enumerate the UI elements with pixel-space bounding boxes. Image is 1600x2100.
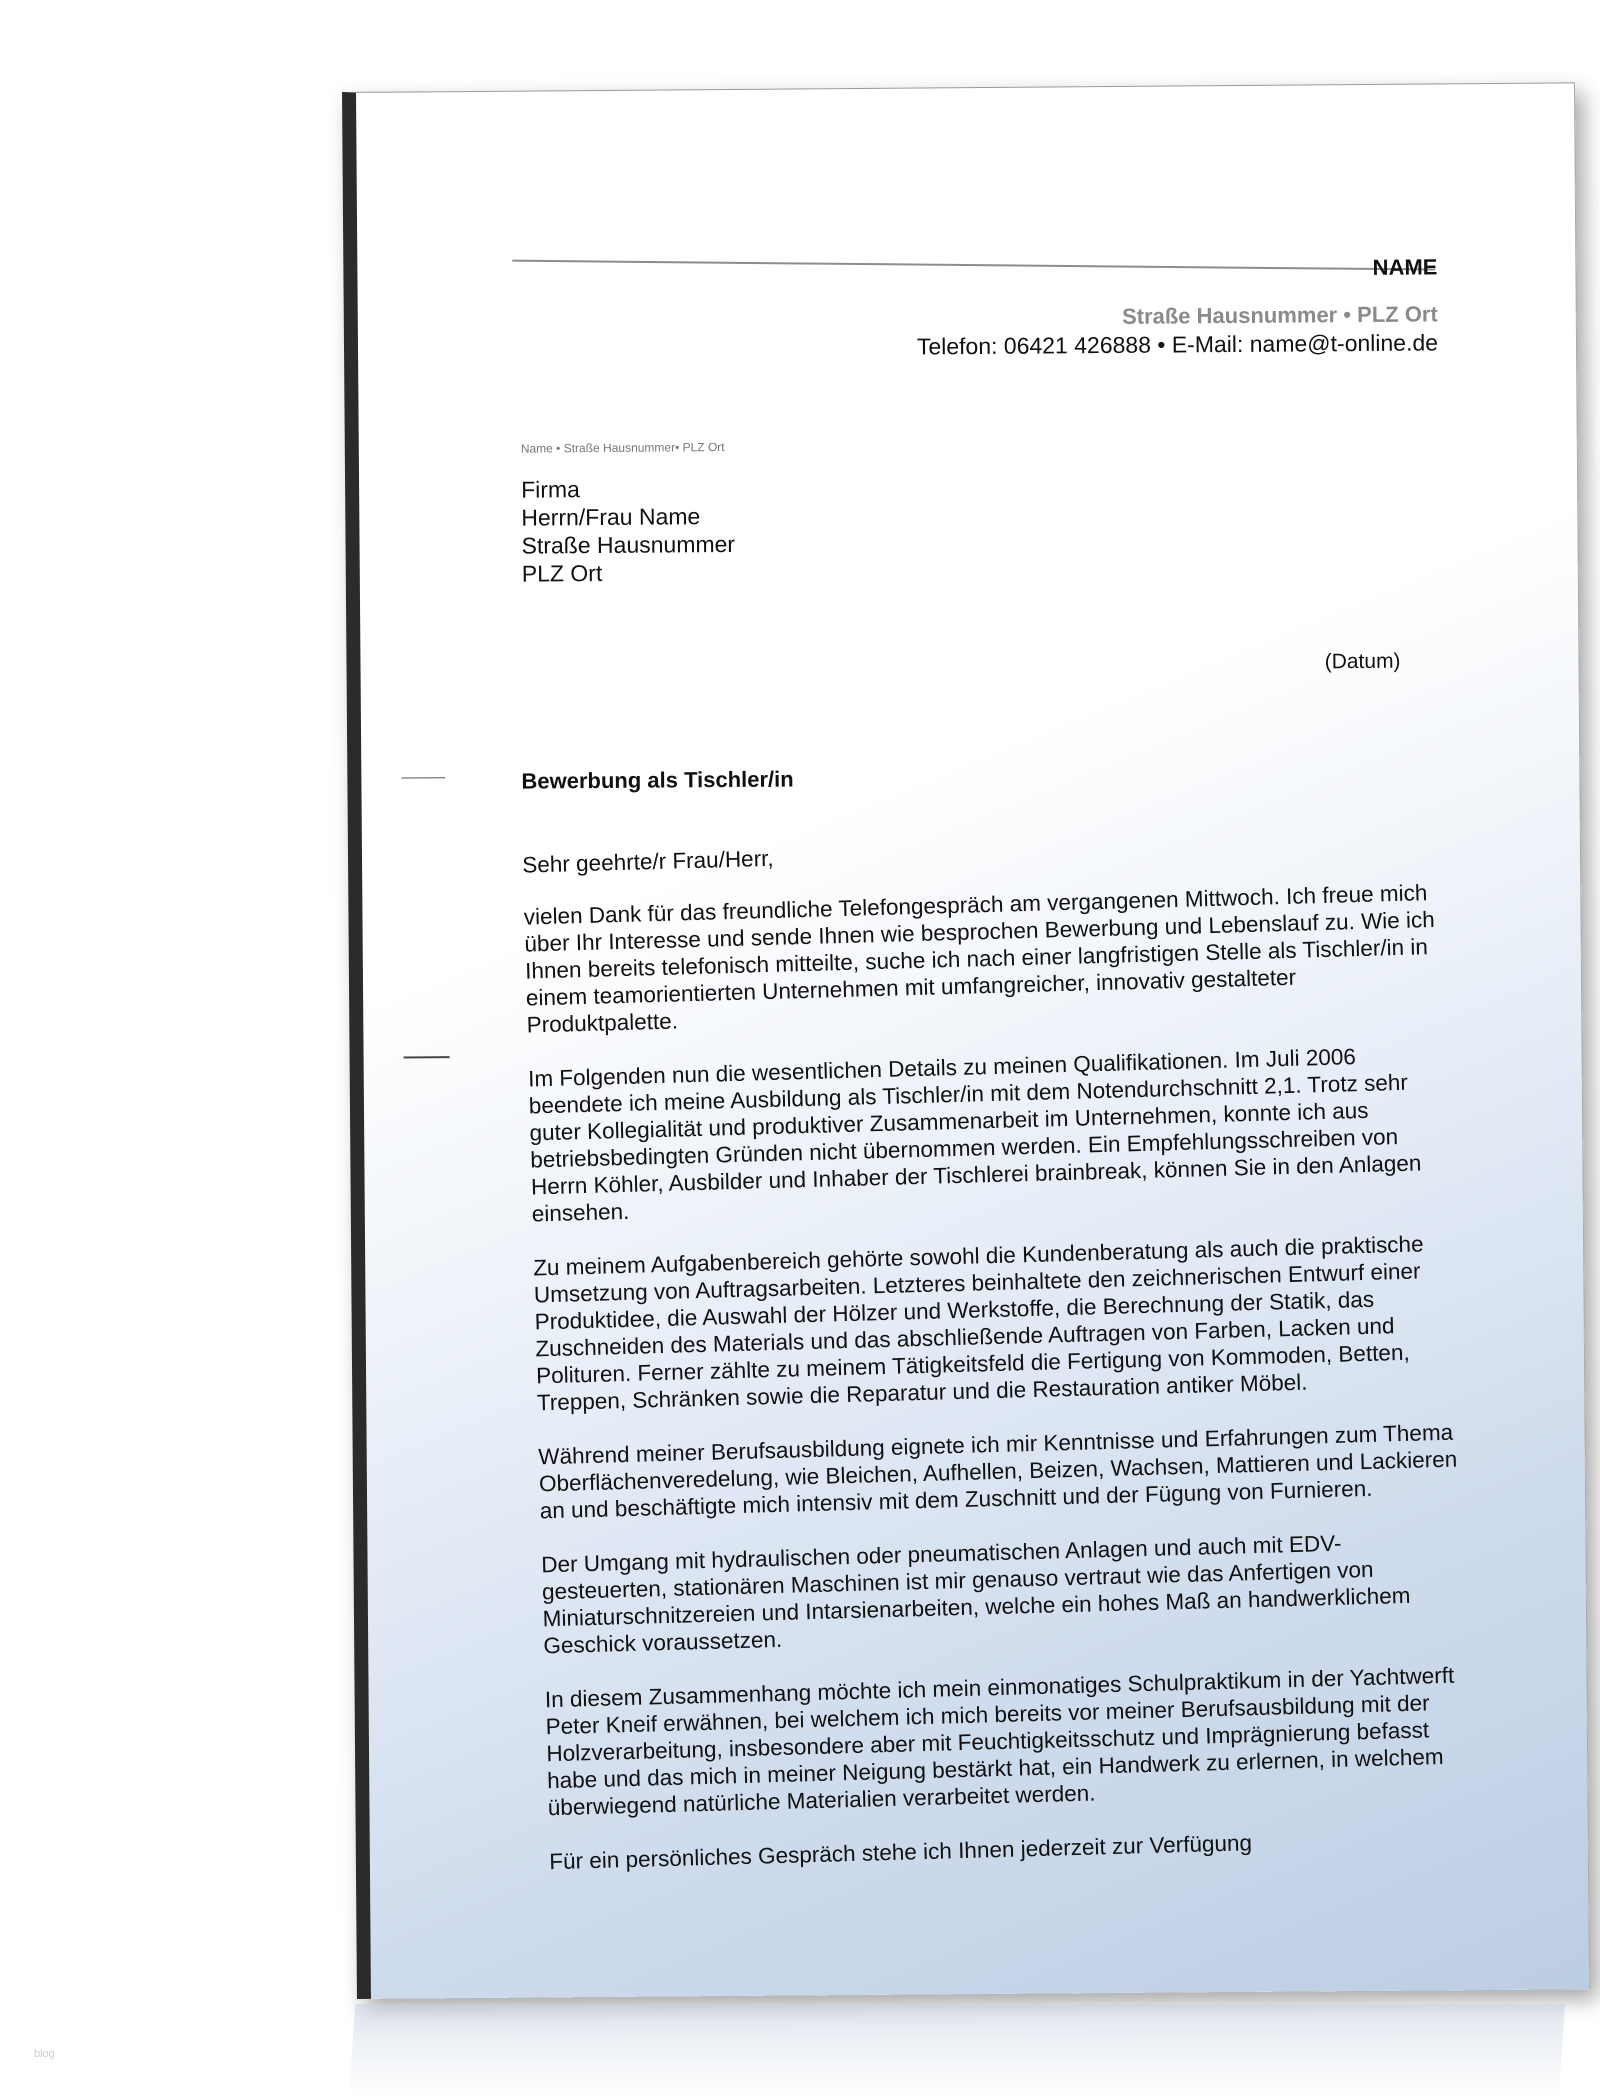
header-rule	[512, 260, 1435, 271]
fold-mark	[401, 777, 445, 778]
punch-mark	[404, 1056, 450, 1058]
paragraph-2: Im Folgenden nun die wesentlichen Details zu meinen Qualifikationen. Im Juli 2006 beendete ich meine Ausbildung als Tischler/in mit dem Notendurchschnitt 2,1. Trotz sehr guter Kollegialität und produktiver Zusammenarbeit im Unternehmen, konnte ich aus betriebsbedingten Gründen nicht übernommen werden. Ein Empfehlungsschreiben von Herrn Köhler, Ausbilder und Inhaber der Tischlerei brainbreak, können Sie in den Anlagen einsehen.	[527, 1044, 1422, 1227]
letter-date: (Datum)	[1324, 649, 1401, 674]
paragraph-5: Der Umgang mit hydraulischen oder pneumatischen Anlagen und auch mit EDV-gesteuerten, stationären Maschinen ist mir genauso vertraut wie das Anfertigen von Miniaturschnitzereien und Intarsienarbeiten, welche ein hohes Maß an handwerklichem Geschick voraussetzen.	[540, 1530, 1411, 1659]
recipient-company: Firma	[521, 476, 581, 503]
sender-contact: Telefon: 06421 426888 • E-Mail: name@t-online.de	[916, 329, 1439, 360]
sender-name: NAME	[1372, 254, 1438, 280]
letter-subject: Bewerbung als Tischler/in	[521, 766, 794, 794]
recipient-person: Herrn/Frau Name	[521, 503, 701, 531]
closing-line: Für ein persönliches Gespräch stehe ich Ihnen jederzeit zur Verfügung	[548, 1830, 1253, 1875]
recipient-block	[521, 474, 735, 588]
return-address-line: Name • Straße Hausnummer• PLZ Ort	[520, 440, 725, 456]
letter-page	[342, 82, 1590, 1999]
recipient-city: PLZ Ort	[521, 559, 603, 587]
paragraph-6: In diesem Zusammenhang möchte ich mein einmonatiges Schulpraktikum in der Yachtwerft Peter Kneif erwähnen, bei welchem ich mich bereits vor meiner Berufsausbildung mit der Holzverarbeitung, insbesondere aber mit Feuchtigkeitsschutz und Imprägnierung befasst habe und das mich in meiner Neigung bestärkt hat, ein Handwerk zu erlernen, in welchem überwiegend natürliche Materialien verarbeitet werden.	[544, 1662, 1455, 1821]
salutation: Sehr geehrte/r Frau/Herr,	[521, 845, 774, 878]
page-reflection	[349, 2004, 1565, 2096]
recipient-street: Straße Hausnummer	[521, 530, 736, 559]
watermark-label: blog	[34, 2048, 55, 2060]
paragraph-3: Zu meinem Aufgabenbereich gehörte sowohl die Kundenberatung als auch die praktische Umsetzung von Auftragsarbeiten. Letzteres beinhaltete den zeichnerischen Entwurf einer Produktidee, die Auswahl der Hölzer und Werkstoffe, die Berechnung der Statik, das Zuschneiden des Materials und das abschließende Auftragen von Farben, Lacken und Polituren. Ferner zählte zu meinem Tätigkeitsfeld die Fertigung von Kommoden, Betten, Treppen, Schränken sowie die Reparatur und die Restauration antiker Möbel.	[532, 1231, 1424, 1416]
paragraph-1: vielen Dank für das freundliche Telefongespräch am vergangenen Mittwoch. Ich freue mich über Ihr Interesse und sende Ihnen wie besprochen Bewerbung und Lebenslauf zu. Wie ich Ihnen bereits telefonisch mitteilte, suche ich nach einer langfristigen Stelle als Tischler/in in einem teamorientierten Unternehmen mit umfangreicher, innovativ gestalteter Produktpalette.	[523, 880, 1436, 1038]
paragraph-4: Während meiner Berufsausbildung eignete ich mir Kenntnisse und Erfahrungen zum Thema Oberflächenveredelung, wie Bleichen, Aufhellen, Beizen, Wachsen, Mattieren und Lackieren an und beschäftigte mich intensiv mit dem Zuschnitt und der Fügung von Furnieren.	[538, 1419, 1458, 1524]
sender-address: Straße Hausnummer • PLZ Ort	[1121, 301, 1438, 329]
letter-body	[522, 827, 1475, 1903]
